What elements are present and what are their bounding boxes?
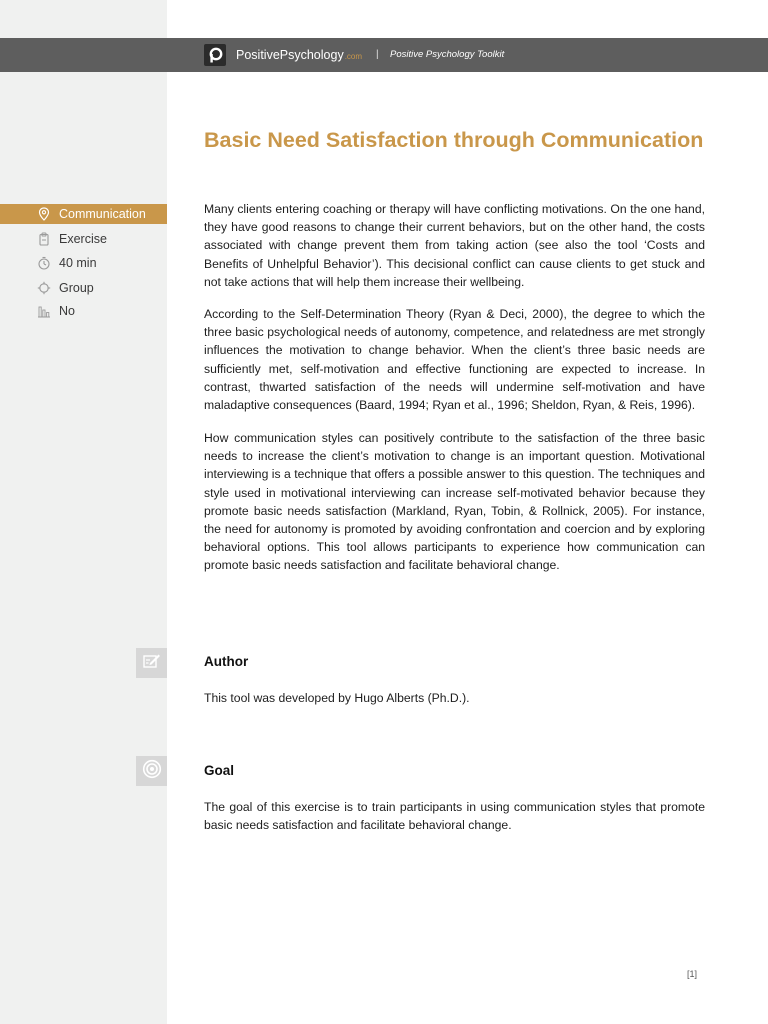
pencil-note-icon (143, 653, 161, 674)
sidebar (0, 0, 167, 1024)
header-bar (0, 38, 768, 72)
meta-label-scale: No (59, 304, 75, 318)
meta-label-type: Exercise (59, 232, 107, 246)
clipboard-icon (36, 231, 52, 247)
author-heading: Author (204, 654, 249, 669)
meta-label-topic: Communication (59, 207, 146, 221)
target-icon (142, 759, 162, 784)
location-pin-icon (36, 206, 52, 222)
intro-paragraph-3: How communication styles can positively contribute to the satisfaction of the three basic needs to increase the client’s motivation to change is an important question. Motivational interviewing is a technique that offers a possible answer to this question. The techniques and style used in motivational interviewing can increase self-motivated behavior because they promote basic needs satisfaction (Markland, Ryan, Tobin, & Rollnick, 2005). For instance, the need for autonomy is promoted by avoiding confrontation and coercion and by exploring behavioral options. This tool allows participants to experience how communication can promote basic needs satisfaction and facilitate behavioral change. (204, 431, 705, 573)
toolkit-label: Positive Psychology Toolkit (390, 49, 505, 60)
meta-label-duration: 40 min (59, 256, 97, 270)
meta-item-format (0, 278, 167, 298)
header-separator: | (376, 49, 379, 60)
author-text: This tool was developed by Hugo Alberts (Ph.D.). (204, 691, 470, 705)
goal-text: The goal of this exercise is to train participants in using communication styles that promote basic needs satisfaction and facilitate behavioral change. (204, 800, 705, 833)
meta-item-scale (0, 301, 167, 321)
brand-logo-icon (204, 44, 226, 66)
meta-item-topic (0, 204, 167, 224)
goal-section-icon-box (136, 756, 167, 786)
brand-suffix: .com (344, 52, 363, 61)
author-section-icon-box (136, 648, 167, 678)
page-number: [1] (687, 969, 698, 979)
page-title: Basic Need Satisfaction through Communication (204, 128, 704, 152)
stopwatch-icon (36, 255, 52, 271)
meta-item-type (0, 229, 167, 249)
intro-paragraph-2: According to the Self-Determination Theory (Ryan & Deci, 2000), the degree to which the three basic psychological needs of autonomy, competence, and relatedness are met strongly influences the motivation to change behavior. When the client’s three basic needs are sufficiently met, self-motivation and effective functioning are expected to increase. In contrast, thwarted satisfaction of the needs will undermine self-motivation and have maladaptive consequences (Baard, 1994; Ryan et al., 1996; Sheldon, Ryan, & Reis, 1996). (204, 307, 705, 413)
goal-heading: Goal (204, 763, 235, 778)
brand-name-text: PositivePsychology (236, 48, 344, 62)
bar-chart-icon (36, 303, 52, 319)
brand-name (236, 46, 362, 64)
intro-paragraph-1: Many clients entering coaching or therapy will have conflicting motivations. On the one hand, they have good reasons to change their current behaviors, but on the other hand, the costs associated with change prevent them from taking action (see also the tool ‘Costs and Benefits of Unhelpful Behavior’). This decisional conflict can cause clients to get stuck and not take actions that will help them increase their wellbeing. (204, 202, 705, 289)
meta-label-format: Group (59, 281, 94, 295)
crosshair-icon (36, 280, 52, 296)
meta-item-duration (0, 253, 167, 273)
